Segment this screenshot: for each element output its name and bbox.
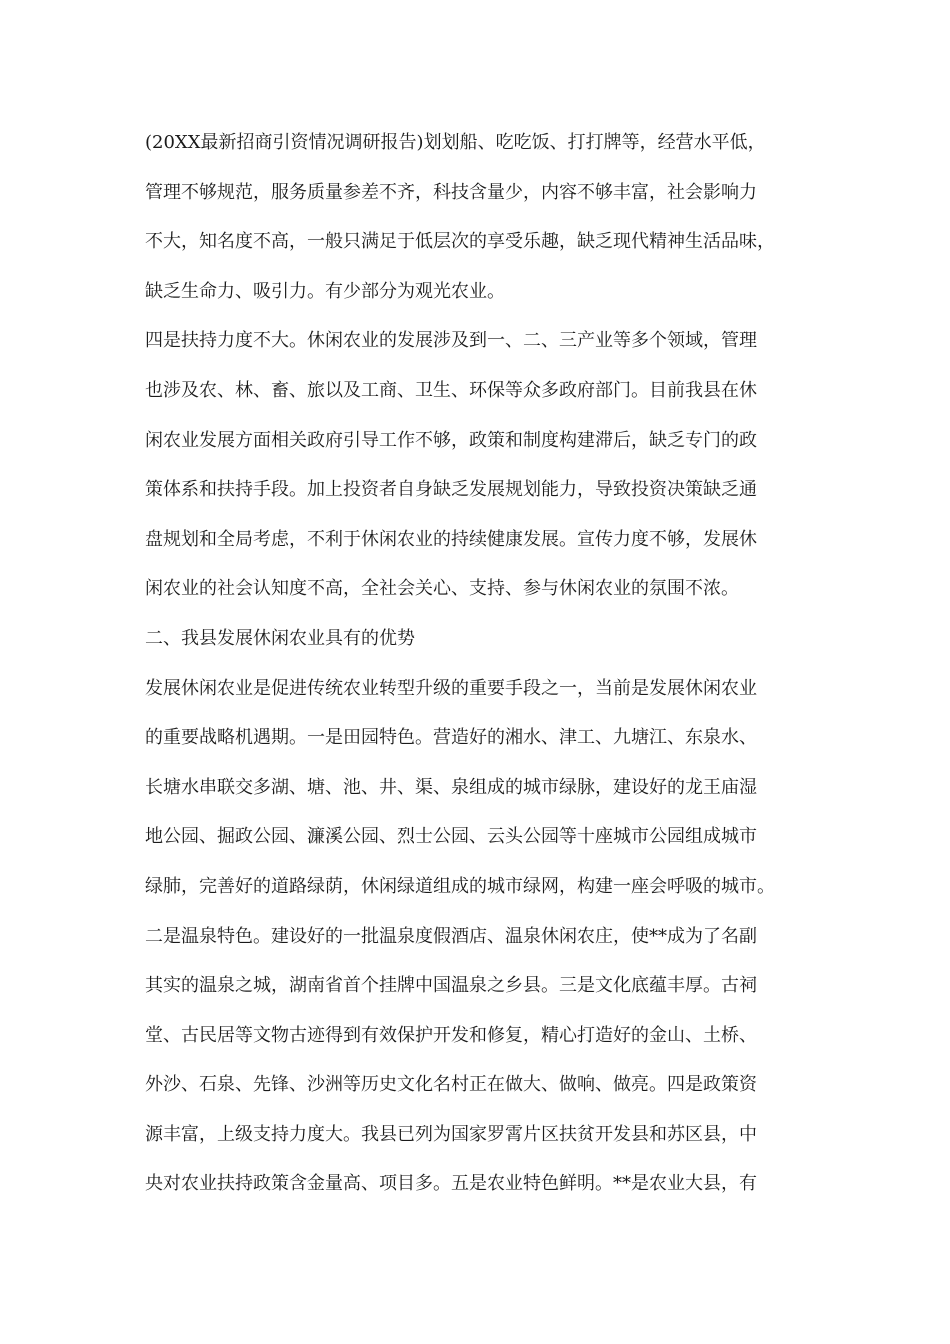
text-line: 其实的温泉之城，湖南省首个挂牌中国温泉之乡县。三是文化底蕴丰厚。古祠 — [145, 975, 757, 997]
text-line: 的重要战略机遇期。一是田园特色。营造好的湘水、津工、九塘江、东泉水、 — [145, 727, 757, 749]
section-heading: 二、我县发展休闲农业具有的优势 — [145, 627, 415, 649]
text-line: 央对农业扶持政策含金量高、项目多。五是农业特色鲜明。**是农业大县，有 — [145, 1173, 757, 1195]
text-line: 闲农业发展方面相关政府引导工作不够，政策和制度构建滞后，缺乏专门的政 — [145, 429, 757, 451]
text-line: 缺乏生命力、吸引力。有少部分为观光农业。 — [145, 280, 505, 302]
text-line: 外沙、石泉、先锋、沙洲等历史文化名村正在做大、做响、做亮。四是政策资 — [145, 1074, 757, 1096]
text-line: 策体系和扶持手段。加上投资者自身缺乏发展规划能力，导致投资决策缺乏通 — [145, 479, 757, 501]
text-line: 也涉及农、林、畜、旅以及工商、卫生、环保等众多政府部门。目前我县在休 — [145, 379, 757, 401]
text-line: 绿肺，完善好的道路绿荫，休闲绿道组成的城市绿网，构建一座会呼吸的城市。 — [145, 875, 775, 897]
document-body — [145, 118, 825, 1209]
text-line: (20XX最新招商引资情况调研报告)划划船、吃吃饭、打打牌等，经营水平低， — [145, 132, 766, 153]
text-line: 闲农业的社会认知度不高，全社会关心、支持、参与休闲农业的氛围不浓。 — [145, 578, 739, 600]
text-line: 堂、古民居等文物古迹得到有效保护开发和修复，精心打造好的金山、土桥、 — [145, 1024, 757, 1046]
text-line: 长塘水串联交多湖、塘、池、井、渠、泉组成的城市绿脉，建设好的龙王庙湿 — [145, 776, 757, 798]
text-line: 管理不够规范，服务质量参差不齐，科技含量少，内容不够丰富，社会影响力 — [145, 181, 757, 203]
text-line: 二是温泉特色。建设好的一批温泉度假酒店、温泉休闲农庄，使**成为了名副 — [145, 925, 757, 947]
text-line: 源丰富，上级支持力度大。我县已列为国家罗霄片区扶贫开发县和苏区县，中 — [145, 1123, 757, 1145]
text-line: 四是扶持力度不大。休闲农业的发展涉及到一、二、三产业等多个领域，管理 — [145, 330, 757, 352]
text-line: 地公园、掘政公园、濂溪公园、烈士公园、云头公园等十座城市公园组成城市 — [145, 826, 757, 848]
text-line: 不大，知名度不高，一般只满足于低层次的享受乐趣，缺乏现代精神生活品味， — [145, 231, 775, 253]
text-line: 发展休闲农业是促进传统农业转型升级的重要手段之一，当前是发展休闲农业 — [145, 677, 757, 699]
text-line: 盘规划和全局考虑，不利于休闲农业的持续健康发展。宣传力度不够，发展休 — [145, 528, 757, 550]
